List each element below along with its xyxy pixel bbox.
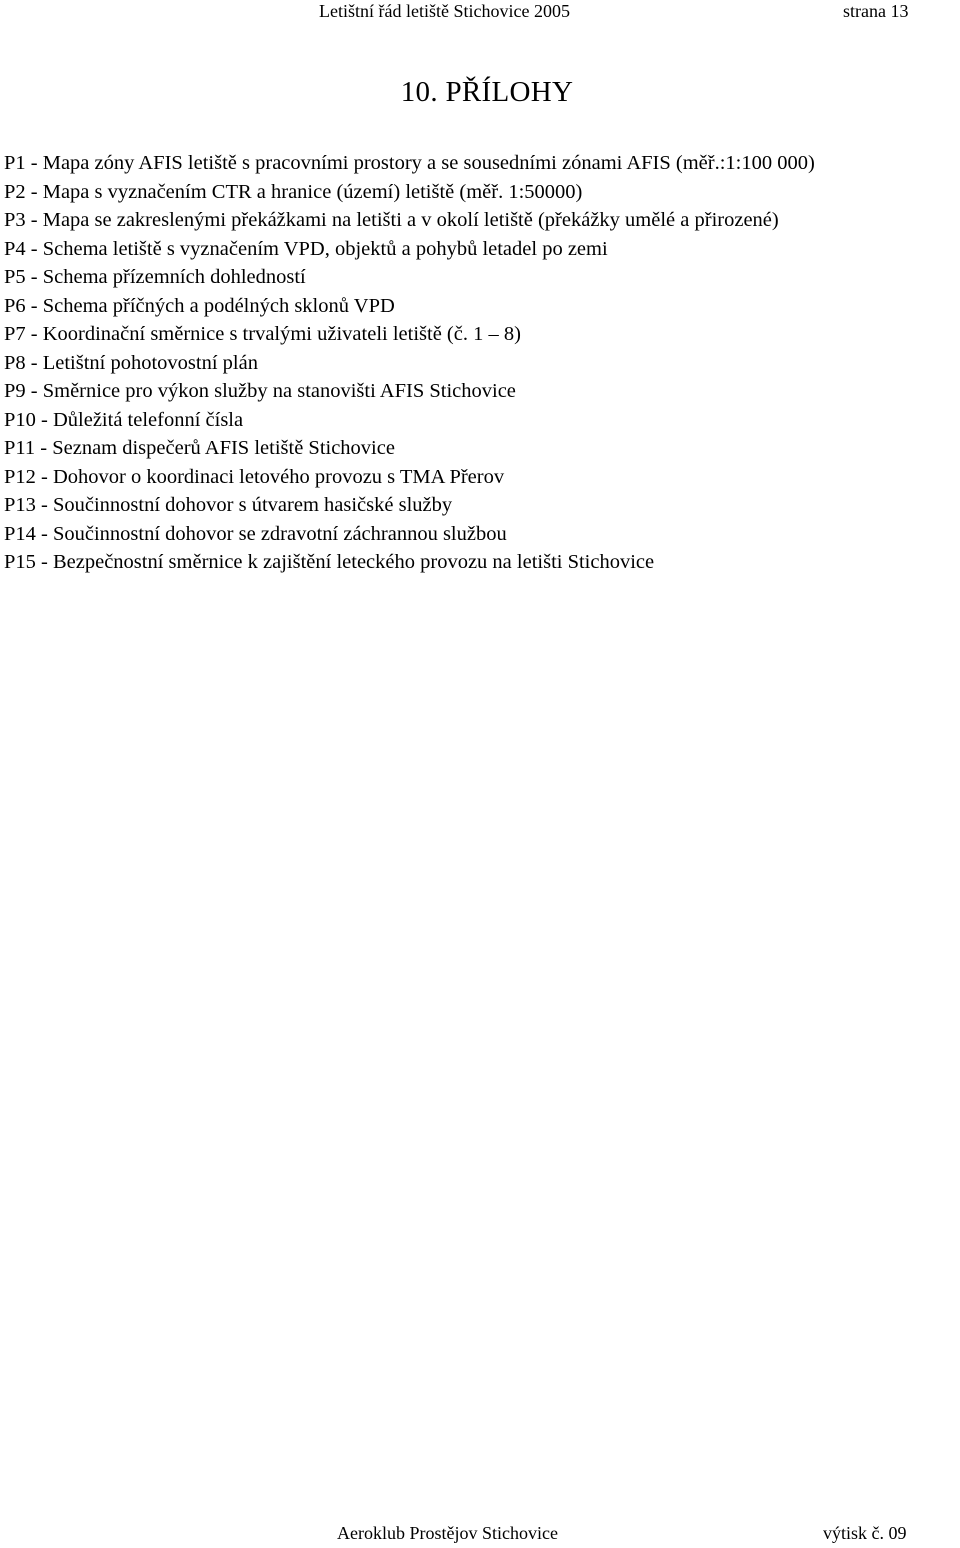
appendix-item-p3: P3 - Mapa se zakreslenými překážkami na letišti a v okolí letiště (překážky umělé a přirozené) — [4, 209, 779, 231]
document-title: Letištní řád letiště Stichovice 2005 — [319, 1, 570, 21]
appendix-item-p14: P14 - Součinnostní dohovor se zdravotní záchrannou službou — [4, 522, 507, 545]
appendix-item-p10: P10 - Důležitá telefonní čísla — [4, 408, 244, 431]
appendix-item-p11: P11 - Seznam dispečerů AFIS letiště Stichovice — [4, 437, 395, 459]
page-header — [0, 0, 960, 24]
footer-print-number: výtisk č. 09 — [823, 1523, 907, 1543]
appendix-item-p12: P12 - Dohovor o koordinaci letového provozu s TMA Přerov — [4, 465, 505, 488]
page-footer — [0, 1522, 960, 1546]
appendix-item-p13: P13 - Součinnostní dohovor s útvarem hasičské služby — [4, 494, 453, 516]
appendix-item-p6: P6 - Schema příčných a podélných sklonů VPD — [4, 294, 395, 317]
appendix-item-p7: P7 - Koordinační směrnice s trvalými uživateli letiště (č. 1 – 8) — [4, 323, 521, 345]
appendix-item-p2: P2 - Mapa s vyznačením CTR a hranice (území) letiště (měř. 1:50000) — [4, 180, 583, 203]
appendix-item-p4: P4 - Schema letiště s vyznačením VPD, objektů a pohybů letadel po zemi — [4, 237, 608, 260]
footer-organization: Aeroklub Prostějov Stichovice — [337, 1523, 558, 1543]
appendix-item-p15: P15 - Bezpečnostní směrnice k zajištění leteckého provozu na letišti Stichovice — [4, 551, 655, 573]
appendix-item-p5: P5 - Schema přízemních dohledností — [4, 266, 306, 288]
appendix-item-p9: P9 - Směrnice pro výkon služby na stanovišti AFIS Stichovice — [4, 380, 516, 402]
page-number: strana 13 — [843, 1, 909, 21]
appendix-item-p8: P8 - Letištní pohotovostní plán — [4, 351, 258, 374]
section-heading: 10. PŘÍLOHY — [400, 76, 574, 108]
appendix-item-p1: P1 - Mapa zóny AFIS letiště s pracovními prostory a se sousedními zónami AFIS (měř.:1:100 000) — [4, 152, 815, 174]
appendix-list — [4, 149, 815, 577]
